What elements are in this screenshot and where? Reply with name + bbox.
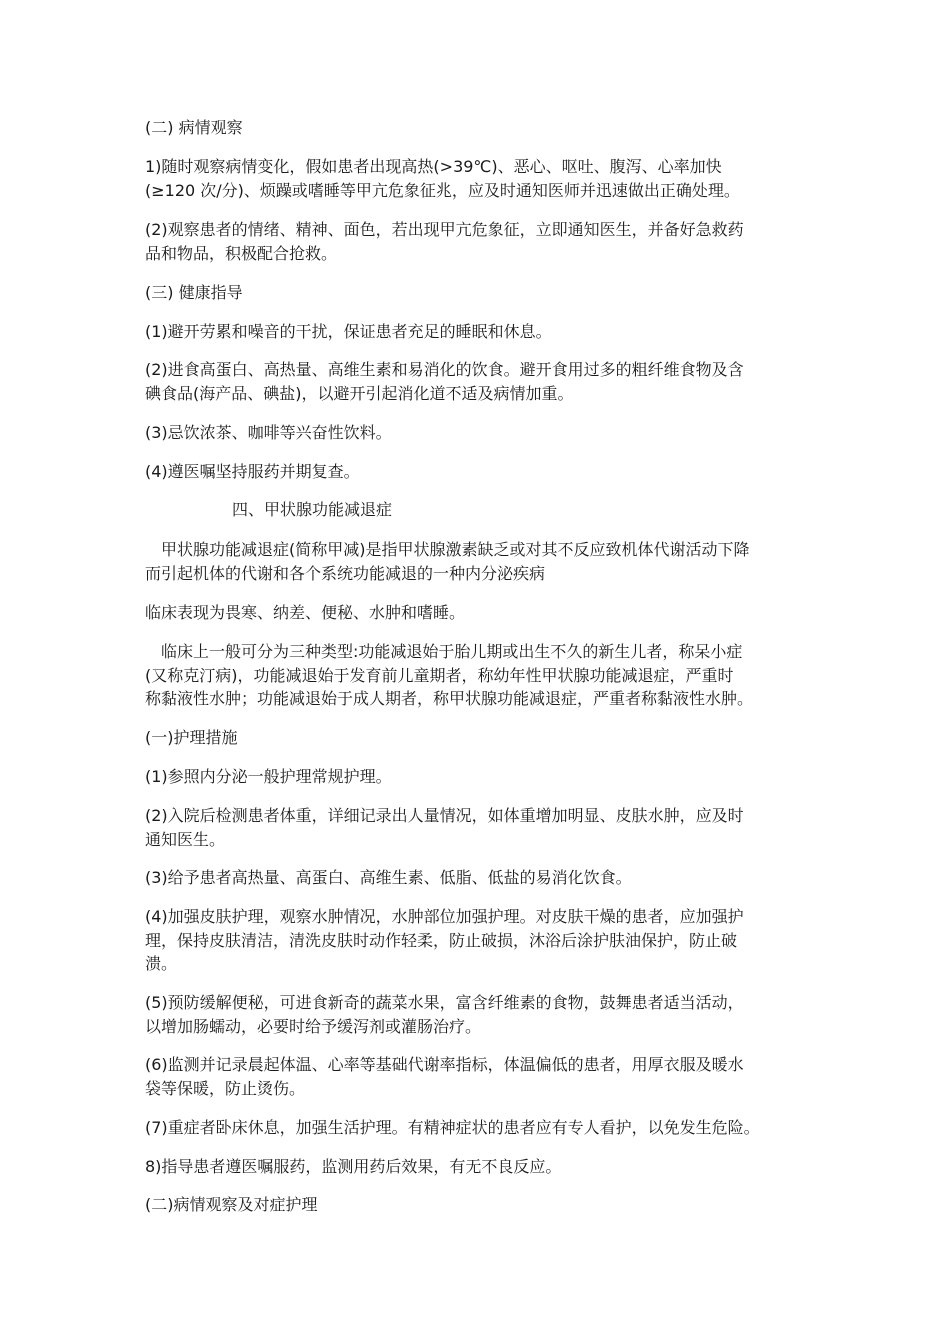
paragraph: 1)随时观察病情变化，假如患者出现高热(>39℃)、恶心、呕吐、腹泻、心率加快 (≥120 次/分)、烦躁或嗜睡等甲亢危象征兆，应及时通知医师并迅速做出正确处理。 (145, 157, 740, 200)
paragraph: (2)入院后检测患者体重，详细记录出人量情况，如体重增加明显、皮肤水肿，应及时 通知医生。 (145, 806, 744, 849)
paragraph: (4)遵医嘱坚持服药并期复查。 (145, 462, 360, 481)
paragraph: (7)重症者卧床休息，加强生活护理。有精神症状的患者应有专人看护，以免发生危险。 (145, 1118, 760, 1137)
paragraph: (2)观察患者的情绪、精神、面色，若出现甲亢危象征，立即通知医生，并备好急救药 品和物品，积极配合抢救。 (145, 220, 744, 263)
section-heading-observation-symptom-care: (二)病情观察及对症护理 (145, 1195, 318, 1214)
paragraph: (3)给予患者高热量、高蛋白、高维生素、低脂、低盐的易消化饮食。 (145, 868, 632, 887)
chapter-heading-hypothyroidism: 四、甲状腺功能减退症 (232, 500, 393, 519)
paragraph: (1)避开劳累和噪音的干扰，保证患者充足的睡眠和休息。 (145, 322, 552, 341)
paragraph: 临床表现为畏寒、纳差、便秘、水肿和嗜睡。 (145, 603, 466, 622)
section-heading-observation: (二) 病情观察 (145, 118, 243, 137)
paragraph: (1)参照内分泌一般护理常规护理。 (145, 767, 392, 786)
paragraph: (3)忌饮浓茶、咖啡等兴奋性饮料。 (145, 423, 392, 442)
paragraph: (4)加强皮肤护理，观察水肿情况，水肿部位加强护理。对皮肤干燥的患者，应加强护 理，保持皮肤清洁，清洗皮肤时动作轻柔，防止破损，沐浴后涂护肤油保护，防止破 溃。 (145, 907, 744, 973)
section-heading-health-guidance: (三) 健康指导 (145, 283, 243, 302)
paragraph: 临床上一般可分为三种类型:功能减退始于胎儿期或出生不久的新生儿者，称呆小症 (又称克汀病)，功能减退始于发育前儿童期者，称幼年性甲状腺功能减退症，严重时 称黏液性水肿；功能减退始于成人期者，称甲状腺功能减退症，严重者称黏液性水肿。 (145, 642, 754, 708)
paragraph: 甲状腺功能减退症(简称甲减)是指甲状腺激素缺乏或对其不反应致机体代谢活动下降 而引起机体的代谢和各个系统功能减退的一种内分泌疾病 (145, 540, 750, 583)
paragraph: (5)预防缓解便秘，可进食新奇的蔬菜水果，富含纤维素的食物，鼓舞患者适当活动， 以增加肠蠕动，必要时给予缓泻剂或灌肠治疗。 (145, 993, 744, 1036)
paragraph: (2)进食高蛋白、高热量、高维生素和易消化的饮食。避开食用过多的粗纤维食物及含 碘食品(海产品、碘盐)，以避开引起消化道不适及病情加重。 (145, 360, 744, 403)
paragraph: (6)监测并记录晨起体温、心率等基础代谢率指标，体温偏低的患者，用厚衣服及暖水 袋等保暖，防止烫伤。 (145, 1055, 744, 1098)
paragraph: 8)指导患者遵医嘱服药，监测用药后效果，有无不良反应。 (145, 1157, 562, 1176)
section-heading-nursing-measures: (一)护理措施 (145, 728, 238, 747)
